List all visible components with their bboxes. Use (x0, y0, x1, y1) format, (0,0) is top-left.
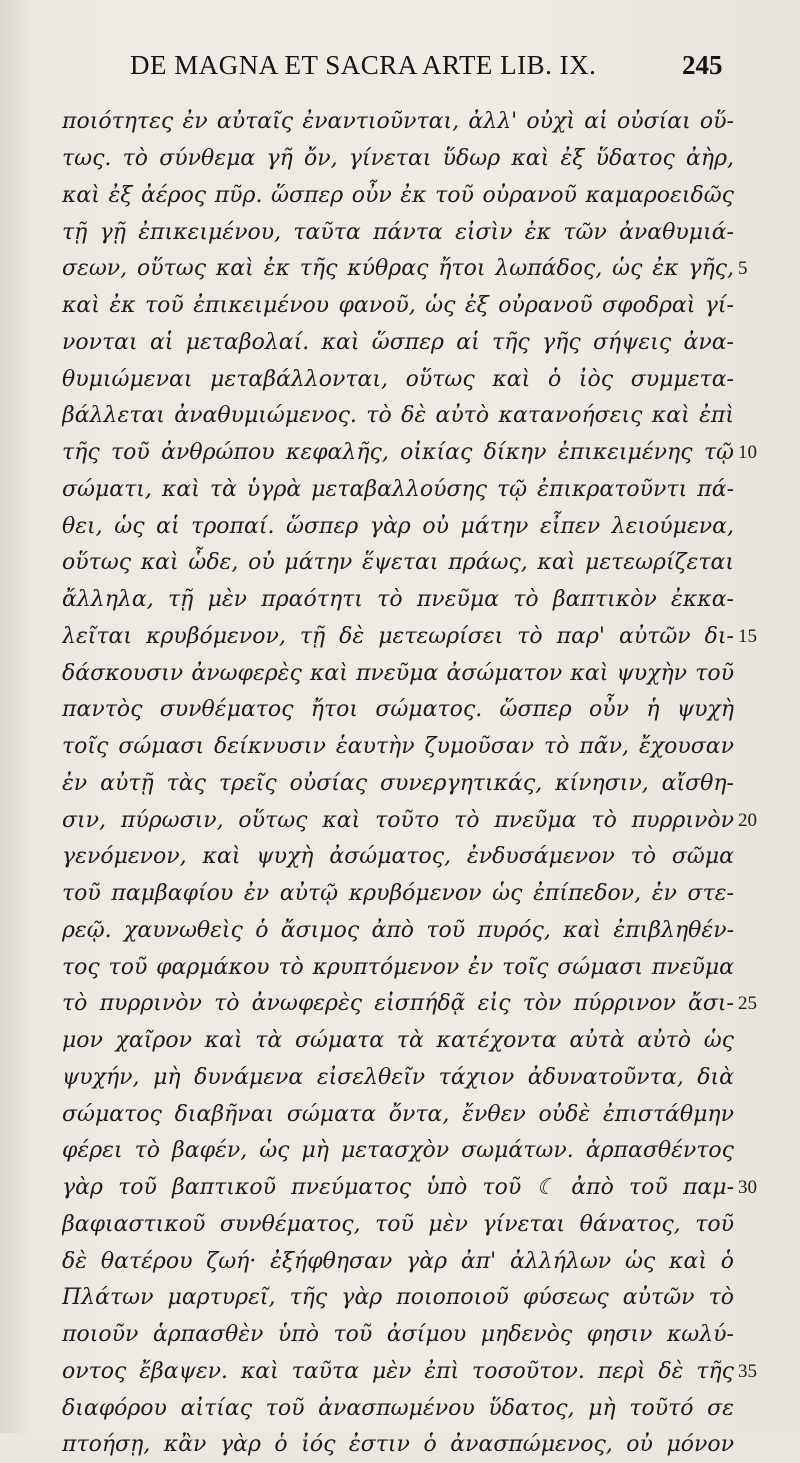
text-line: σιν, πύρωσιν, οὕτως καὶ τοῦτο τὸ πνεῦμα τὸ πυρρινὸν (62, 808, 734, 833)
text-line: σεων, οὕτως καὶ ἐκ τῆς κύθρας ἤτοι λωπάδος, ὡς ἐκ γῆς, (62, 256, 734, 281)
text-line: δὲ θατέρου ζωή· ἐξήφθησαν γὰρ ἀπ' ἀλλήλων ὡς καὶ ὁ (62, 1249, 734, 1274)
text-line: γενόμενον, καὶ ψυχὴ ἀσώματος, ἐνδυσάμενον τὸ σῶμα (62, 844, 734, 869)
text-line: τοῦ παμβαφίου ἐν αὐτῷ κρυβόμενον ὡς ἐπίπεδον, ἐν στε- (62, 881, 734, 906)
text-line: ἐν αὐτῇ τὰς τρεῖς οὐσίας συνεργητικάς, κίνησιν, αἴσθη- (62, 771, 734, 796)
text-line: φέρει τὸ βαφέν, ὡς μὴ μετασχὸν σωμάτων. ἁρπασθέντος (62, 1138, 734, 1163)
text-line: θυμιώμεναι μεταβάλλονται, οὕτως καὶ ὁ ἰὸς συμμετα- (62, 367, 734, 392)
text-line: ποιότητες ἐν αὐταῖς ἐναντιοῦνται, ἀλλ' οὐχὶ αἱ οὐσίαι οὕ- (62, 109, 734, 134)
line-number: 15 (738, 626, 757, 647)
text-line: καὶ ἐκ τοῦ ἐπικειμένου φανοῦ, ὡς ἐξ οὐρανοῦ σφοδραὶ γί- (62, 293, 734, 318)
line-number: 25 (738, 993, 757, 1014)
text-line: τῆς τοῦ ἀνθρώπου κεφαλῆς, οἰκίας δίκην ἐπικειμένης τῷ (62, 440, 734, 465)
line-number: 35 (738, 1361, 757, 1382)
line-number: 10 (738, 442, 757, 463)
page-number: 245 (682, 50, 723, 80)
text-line: τῇ γῇ ἐπικειμένου, ταῦτα πάντα εἰσὶν ἐκ τῶν ἀναθυμιά- (62, 220, 734, 245)
text-line: βάλλεται ἀναθυμιώμενος. τὸ δὲ αὐτὸ κατανοήσεις καὶ ἐπὶ (62, 403, 734, 428)
text-line: διαφόρου αἰτίας τοῦ ἀνασπωμένου ὕδατος, μὴ τοῦτό σε (62, 1396, 734, 1421)
text-line: τὸ πυρρινὸν τὸ ἀνωφερὲς εἰσπήδᾷ εἰς τὸν πύρρινον ἄσι- (62, 991, 734, 1016)
text-line: τοῖς σώμασι δείκνυσιν ἑαυτὴν ζυμοῦσαν τὸ πᾶν, ἔχουσαν (62, 734, 734, 759)
text-line: ψυχήν, μὴ δυνάμενα εἰσελθεῖν τάχιον ἀδυνατοῦντα, διὰ (62, 1065, 734, 1090)
text-line: μον χαῖρον καὶ τὰ σώματα τὰ κατέχοντα αὐτὰ αὐτὸ ὡς (62, 1028, 734, 1053)
text-line: οντος ἔβαψεν. καὶ ταῦτα μὲν ἐπὶ τοσοῦτον. περὶ δὲ τῆς (62, 1359, 734, 1384)
text-line: οὕτως καὶ ὧδε, οὐ μάτην ἕψεται πράως, καὶ μετεωρίζεται (62, 550, 734, 575)
text-line: παντὸς συνθέματος ἤτοι σώματος. ὥσπερ οὖν ἡ ψυχὴ (62, 697, 734, 722)
text-line: νονται αἱ μεταβολαί. καὶ ὥσπερ αἱ τῆς γῆς σήψεις ἀνα- (62, 330, 734, 355)
text-line: σώματι, καὶ τὰ ὑγρὰ μεταβαλλούσης τῷ ἐπικρατοῦντι πά- (62, 477, 734, 502)
line-number: 5 (738, 258, 748, 279)
text-line: τος τοῦ φαρμάκου τὸ κρυπτόμενον ἐν τοῖς σώμασι πνεῦμα (62, 955, 734, 980)
text-line: ἄλληλα, τῇ μὲν πραότητι τὸ πνεῦμα τὸ βαπτικὸν ἐκκα- (62, 587, 734, 612)
text-line: Πλάτων μαρτυρεῖ, τῆς γὰρ ποιοποιοῦ φύσεως αὐτῶν τὸ (62, 1285, 734, 1310)
text-line: θει, ὡς αἱ τροπαί. ὥσπερ γὰρ οὐ μάτην εἶπεν λειούμενα, (62, 514, 734, 539)
text-line: σώματος διαβῆναι σώματα ὄντα, ἔνθεν οὐδὲ ἐπιστάθμην (62, 1102, 734, 1127)
line-number: 30 (738, 1177, 757, 1198)
text-line: πτοήσῃ, κἂν γὰρ ὁ ἰός ἐστιν ὁ ἀνασπώμενος, οὐ μόνον (62, 1432, 734, 1457)
running-head: DE MAGNA ET SACRA ARTE LIB. IX. (130, 50, 597, 80)
text-line: ρεῷ. χαυνωθεὶς ὁ ἄσιμος ἀπὸ τοῦ πυρός, καὶ ἐπιβληθέν- (62, 918, 734, 943)
text-line: καὶ ἐξ ἀέρος πῦρ. ὥσπερ οὖν ἐκ τοῦ οὐρανοῦ καμαροειδῶς (62, 183, 734, 208)
text-line: λεῖται κρυβόμενον, τῇ δὲ μετεωρίσει τὸ παρ' αὐτῶν δι- (62, 624, 734, 649)
text-line: γὰρ τοῦ βαπτικοῦ πνεύματος ὑπὸ τοῦ ☾ ἀπὸ τοῦ παμ- (62, 1175, 734, 1200)
text-line: βαφιαστικοῦ συνθέματος, τοῦ μὲν γίνεται θάνατος, τοῦ (62, 1212, 734, 1237)
text-line: ποιοῦν ἁρπασθὲν ὑπὸ τοῦ ἀσίμου μηδενὸς φησιν κωλύ- (62, 1322, 734, 1347)
line-number: 20 (738, 810, 757, 831)
text-line: δάσκουσιν ἀνωφερὲς καὶ πνεῦμα ἀσώματον καὶ ψυχὴν τοῦ (62, 661, 734, 686)
text-line: τως. τὸ σύνθεμα γῆ ὄν, γίνεται ὕδωρ καὶ ἐξ ὕδατος ἀὴρ, (62, 146, 734, 171)
